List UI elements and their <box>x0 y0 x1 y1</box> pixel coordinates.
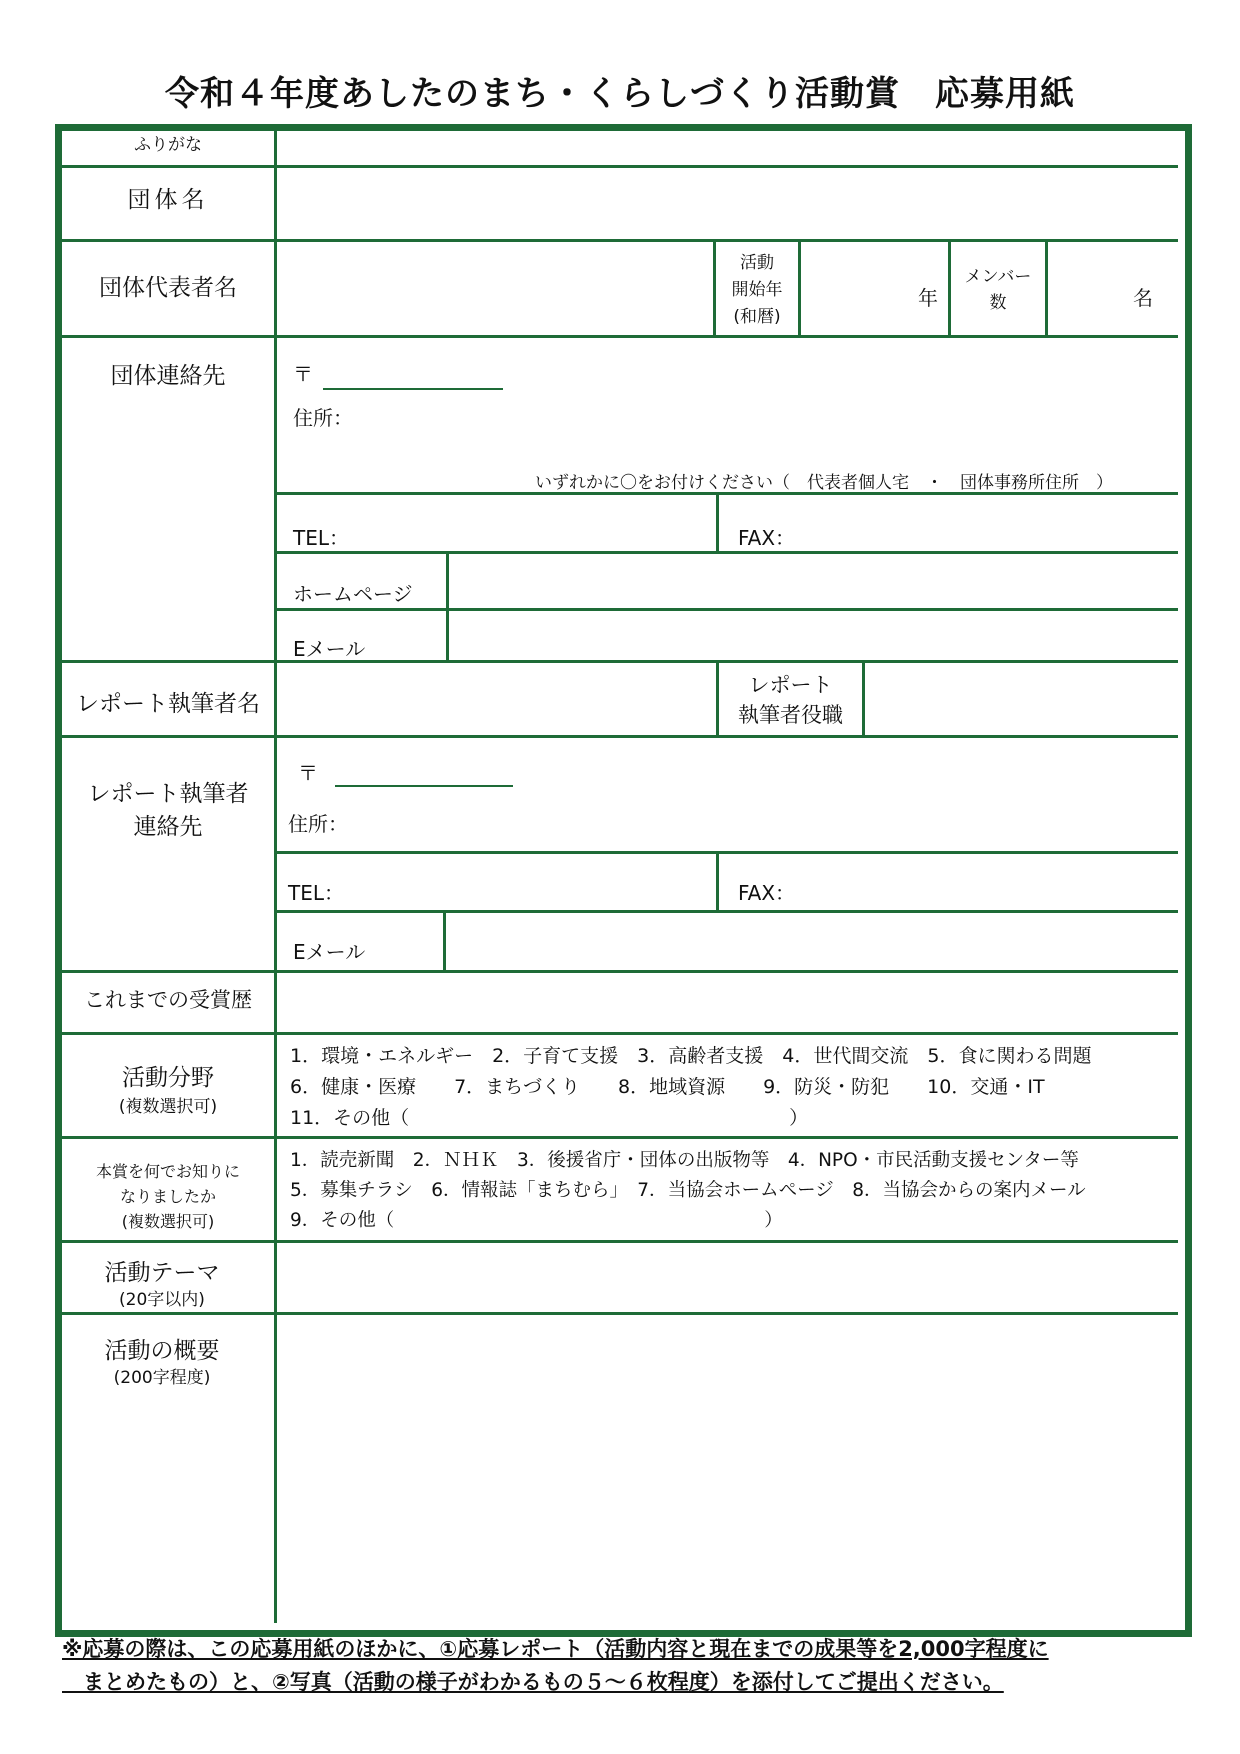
writer-fax-label: FAX： <box>738 881 796 905</box>
how-options-line[interactable]: 9．その他（ ） <box>290 1210 783 1231</box>
how-options-line[interactable]: 1．読売新聞 2．ＮＨＫ 3．後援省庁・団体の出版物等 4．NPO・市民活動支援センター等 <box>290 1150 1079 1171</box>
field-label-line: 活動分野 <box>122 1065 214 1091</box>
how-label <box>62 1160 274 1234</box>
row-divider <box>62 735 1178 738</box>
submission-note-line: まとめたもの）と、②写真（活動の様子がわかるもの５～６枚程度）を添付してご提出ください。 <box>62 1669 1004 1694</box>
start-year-label-line: 活動 <box>740 253 774 273</box>
email-label: Eメール <box>293 637 366 661</box>
writer-title-label <box>719 670 862 731</box>
homepage-label: ホームページ <box>293 582 413 606</box>
field-options-line[interactable]: 1．環境・エネルギー 2．子育て支援 3．高齢者支援 4．世代間交流 5．食に関わる問題 <box>290 1045 1092 1067</box>
group-name-input[interactable] <box>277 168 1178 239</box>
awards-label: これまでの受賞歴 <box>84 988 252 1012</box>
members-label-line: 数 <box>989 292 1007 313</box>
contact-label: 団体連絡先 <box>110 363 226 389</box>
summary-input[interactable] <box>277 1315 1175 1623</box>
row-divider <box>62 1136 1178 1139</box>
address-choice[interactable]: いずれかに〇をお付けください（ 代表者個人宅 ・ 団体事務所住所 ） <box>535 473 1113 493</box>
writer-address-input[interactable] <box>350 798 1170 848</box>
fax-input[interactable] <box>795 495 1175 551</box>
postal-mark: 〒 <box>293 362 313 386</box>
writer-title-input[interactable] <box>865 663 1175 735</box>
address-input[interactable] <box>350 398 1170 448</box>
rep-name-input[interactable] <box>277 242 713 335</box>
writer-title-label-line: 執筆者役職 <box>738 703 843 728</box>
col-divider <box>716 492 719 551</box>
homepage-input[interactable] <box>449 554 1175 608</box>
field-label-line: (複数選択可) <box>118 1097 218 1118</box>
writer-contact-label <box>62 778 274 845</box>
summary-label-line: (200字程度) <box>113 1368 211 1389</box>
writer-title-label-line: レポート <box>748 673 833 697</box>
start-year-label-line: (和暦) <box>733 307 781 328</box>
submission-note <box>62 1633 1172 1698</box>
col-divider <box>716 851 719 910</box>
how-options-line[interactable]: 5．募集チラシ 6．情報誌「まちむら」 7．当協会ホームページ 8．当協会からの案内メール <box>290 1180 1086 1201</box>
members-label <box>951 265 1045 316</box>
writer-email-label: Eメール <box>293 940 366 964</box>
awards-input[interactable] <box>277 973 1175 1032</box>
writer-address-label: 住所： <box>288 812 348 836</box>
summary-label-line: 活動の概要 <box>104 1338 220 1364</box>
theme-input[interactable] <box>277 1243 1175 1312</box>
year-unit: 年 <box>918 286 938 310</box>
how-label-line: 本賞を何でお知りに <box>95 1162 240 1181</box>
tel-input[interactable] <box>350 495 710 551</box>
writer-postal-mark: 〒 <box>298 761 318 785</box>
theme-label <box>62 1258 262 1312</box>
members-input[interactable] <box>1048 242 1178 335</box>
group-name-label: 団体名 <box>127 187 209 213</box>
members-label-line: メンバー <box>964 267 1032 287</box>
field-options-line[interactable]: 6．健康・医療 7．まちづくり 8．地域資源 9．防災・防犯 10．交通・IT <box>290 1076 1045 1098</box>
rep-name-label: 団体代表者名 <box>99 275 237 301</box>
address-label: 住所： <box>293 406 353 430</box>
summary-label <box>62 1336 262 1390</box>
how-label-line: (複数選択可) <box>121 1211 215 1231</box>
writer-name-input[interactable] <box>277 663 716 735</box>
member-unit: 名 <box>1133 286 1153 310</box>
row-divider <box>62 335 1178 338</box>
field-label <box>62 1062 274 1120</box>
writer-tel-label: TEL： <box>288 881 344 905</box>
fax-label: FAX： <box>738 526 796 550</box>
writer-contact-label-line: レポート執筆者 <box>87 781 249 807</box>
postal-code-input[interactable] <box>323 388 503 390</box>
row-divider <box>62 1032 1178 1035</box>
writer-postal-code-input[interactable] <box>335 785 513 787</box>
writer-tel-input[interactable] <box>345 854 713 910</box>
how-label-line: なりましたか <box>119 1186 216 1206</box>
furigana-input[interactable] <box>277 131 1178 165</box>
furigana-label: ふりがな <box>134 135 202 155</box>
tel-label: TEL： <box>293 526 349 550</box>
submission-note-line: ※応募の際は、この応募用紙のほかに、①応募レポート（活動内容と現在までの成果等を2,000字程度に <box>62 1637 1049 1661</box>
theme-label-line: (20字以内) <box>119 1290 205 1311</box>
writer-fax-input[interactable] <box>795 854 1175 910</box>
start-year-label-line: 開始年 <box>731 280 783 301</box>
email-input[interactable] <box>449 611 1175 660</box>
writer-contact-label-line: 連絡先 <box>133 814 203 841</box>
field-options-line[interactable]: 11．その他（ ） <box>290 1107 809 1129</box>
writer-email-input[interactable] <box>446 913 1175 970</box>
writer-name-label: レポート執筆者名 <box>76 691 260 717</box>
theme-label-line: 活動テーマ <box>104 1260 220 1286</box>
form-title: 令和４年度あしたのまち・くらしづくり活動賞 応募用紙 <box>165 74 1075 114</box>
start-year-label <box>716 250 798 332</box>
